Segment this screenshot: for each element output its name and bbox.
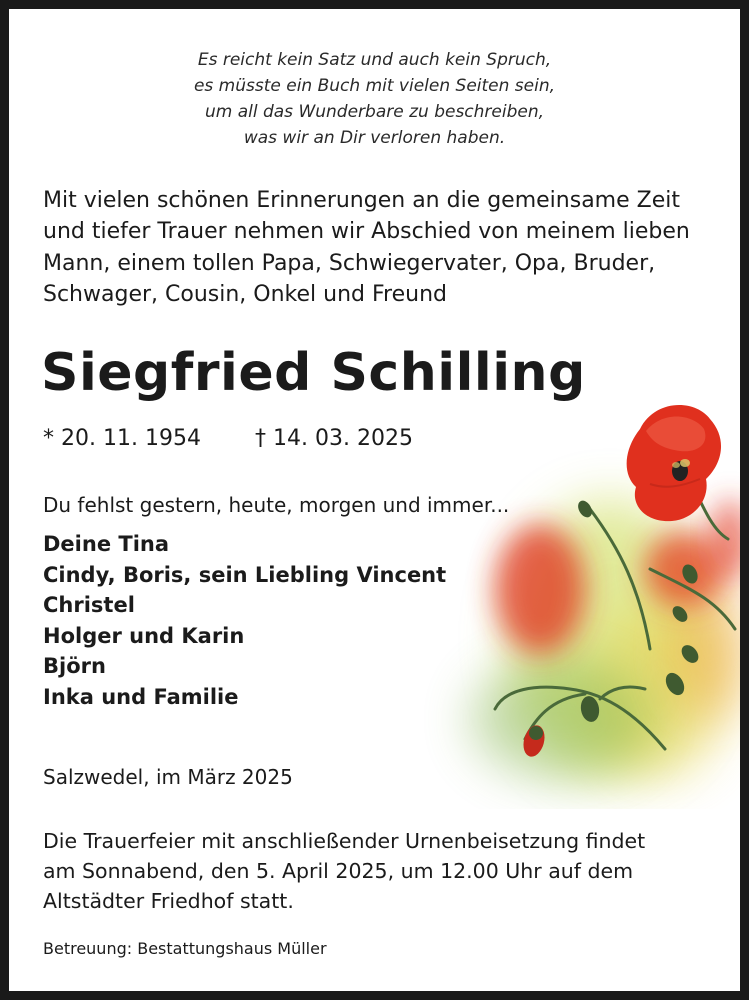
poem-line: was wir an Dir verloren haben. [243,128,506,148]
poem [9,47,740,151]
family-member: Björn [43,654,106,679]
poppy-flowers-icon [410,389,740,809]
ceremony-info [43,826,645,916]
ceremony-line: am Sonnabend, den 5. April 2025, um 12.00 Uhr auf dem [43,859,634,883]
death-date: † 14. 03. 2025 [255,426,413,451]
family-member: Christel [43,593,135,618]
family-member: Inka und Familie [43,684,239,709]
life-dates [43,426,413,451]
deceased-name: Siegfried Schilling [41,343,586,403]
poem-line: es müsste ein Buch mit vielen Seiten sein, [193,76,556,96]
family-member: Deine Tina [43,532,170,556]
intro-line: Schwager, Cousin, Onkel und Freund [43,281,447,307]
ceremony-line: Die Trauerfeier mit anschließender Urnenbeisetzung findet [43,829,646,853]
intro-text [43,185,723,310]
intro-line: Mann, einem tollen Papa, Schwiegervater, Opa, Bruder, [43,250,656,276]
family-member: Holger und Karin [43,623,245,648]
poem-line: Es reicht kein Satz und auch kein Spruch, [197,50,552,70]
birth-date: * 20. 11. 1954 [43,426,201,451]
place-date: Salzwedel, im März 2025 [43,765,293,789]
intro-line: Mit vielen schönen Erinnerungen an die gemeinsame Zeit [43,188,680,213]
family-member: Cindy, Boris, sein Liebling Vincent [43,562,447,587]
family-list [43,529,446,713]
ceremony-line: Altstädter Friedhof statt. [43,889,294,913]
miss-text: Du fehlst gestern, heute, morgen und immer... [43,493,510,517]
intro-line: und tiefer Trauer nehmen wir Abschied von meinem lieben [43,219,690,245]
funeral-home: Betreuung: Bestattungshaus Müller [43,939,327,958]
poem-line: um all das Wunderbare zu beschreiben, [204,102,545,122]
